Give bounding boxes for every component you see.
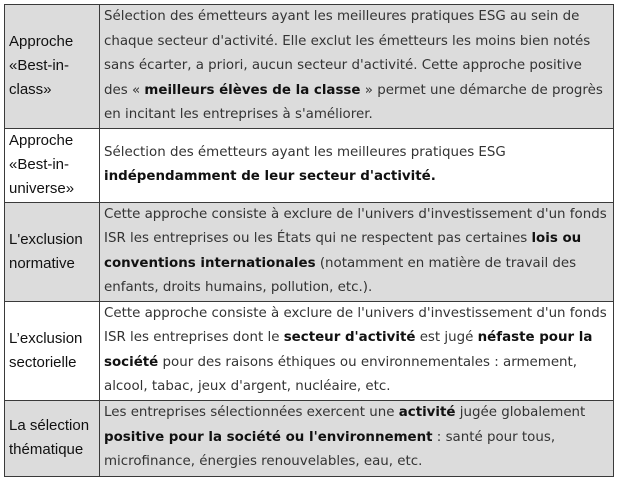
row-description [100, 128, 614, 202]
desc-text: » permet une démarche de progrès en incitant les entreprises à s'améliorer. [104, 82, 603, 122]
row-label-text: Approche «Best-in-universe» [9, 132, 75, 197]
desc-bold-text: indépendamment de leur secteur d'activité. [104, 169, 436, 184]
row-label [5, 128, 100, 202]
desc-bold-text: lois ou conventions internationales [104, 231, 582, 271]
desc-text: Cette approche consiste à exclure de l'univers d'investissement d'un fonds ISR les entreprises ou les États qui ne respectent pas certaines [104, 206, 607, 246]
desc-text: Cette approche consiste à exclure de l'univers d'investissement d'un fonds ISR les entreprises dont le [104, 305, 607, 345]
desc-bold-text: meilleurs élèves de la classe [144, 82, 361, 98]
table-row-best-in-class [5, 5, 614, 129]
desc-text: pour des raisons éthiques ou environnementales : armement, alcool, tabac, jeux d'argent, nucléaire, etc. [104, 354, 578, 394]
table-row-thematic-selection [5, 400, 614, 476]
desc-text: Sélection des émetteurs ayant les meilleures pratiques ESG au sein de chaque secteur d'activité. Elle exclut les émetteurs les moins bien notés sans écarter, a priori, aucun secteur d'activité. Cette approche positive des « [104, 9, 591, 98]
row-label [5, 202, 100, 301]
row-label [5, 400, 100, 476]
desc-bold-text: positive pour la société ou l'environnement [104, 429, 433, 445]
row-label [5, 5, 100, 129]
desc-bold-text: activité [398, 405, 456, 421]
row-label-text: La sélection thématique [9, 417, 90, 458]
desc-text: jugée globalement [455, 405, 586, 421]
row-label-text: L'exclusion normative [9, 230, 83, 272]
desc-text: Les entreprises sélectionnées exercent une [104, 405, 399, 421]
isr-approaches-table [4, 4, 614, 477]
desc-bold-text: néfaste pour la société [104, 330, 593, 370]
row-label-text: L’exclusion sectorielle [9, 329, 83, 371]
row-description [100, 301, 614, 400]
row-description [100, 5, 614, 129]
row-description [100, 400, 614, 476]
desc-text: (notamment en matière de travail des enfants, droits humains, pollution, etc.). [104, 255, 577, 295]
table-row-sector-exclusion [5, 301, 614, 400]
row-label-text: Approche «Best-in-class» [9, 33, 74, 99]
table-row-normative-exclusion [5, 202, 614, 301]
row-label [5, 301, 100, 400]
desc-text: : santé pour tous, microfinance, énergies renouvelables, eau, etc. [104, 429, 556, 470]
desc-text: est jugé [415, 330, 478, 345]
desc-text: Sélection des émetteurs ayant les meilleures pratiques ESG [104, 144, 506, 160]
row-description [100, 202, 614, 301]
table-row-best-in-universe [5, 128, 614, 202]
desc-bold-text: secteur d'activité [283, 330, 416, 345]
